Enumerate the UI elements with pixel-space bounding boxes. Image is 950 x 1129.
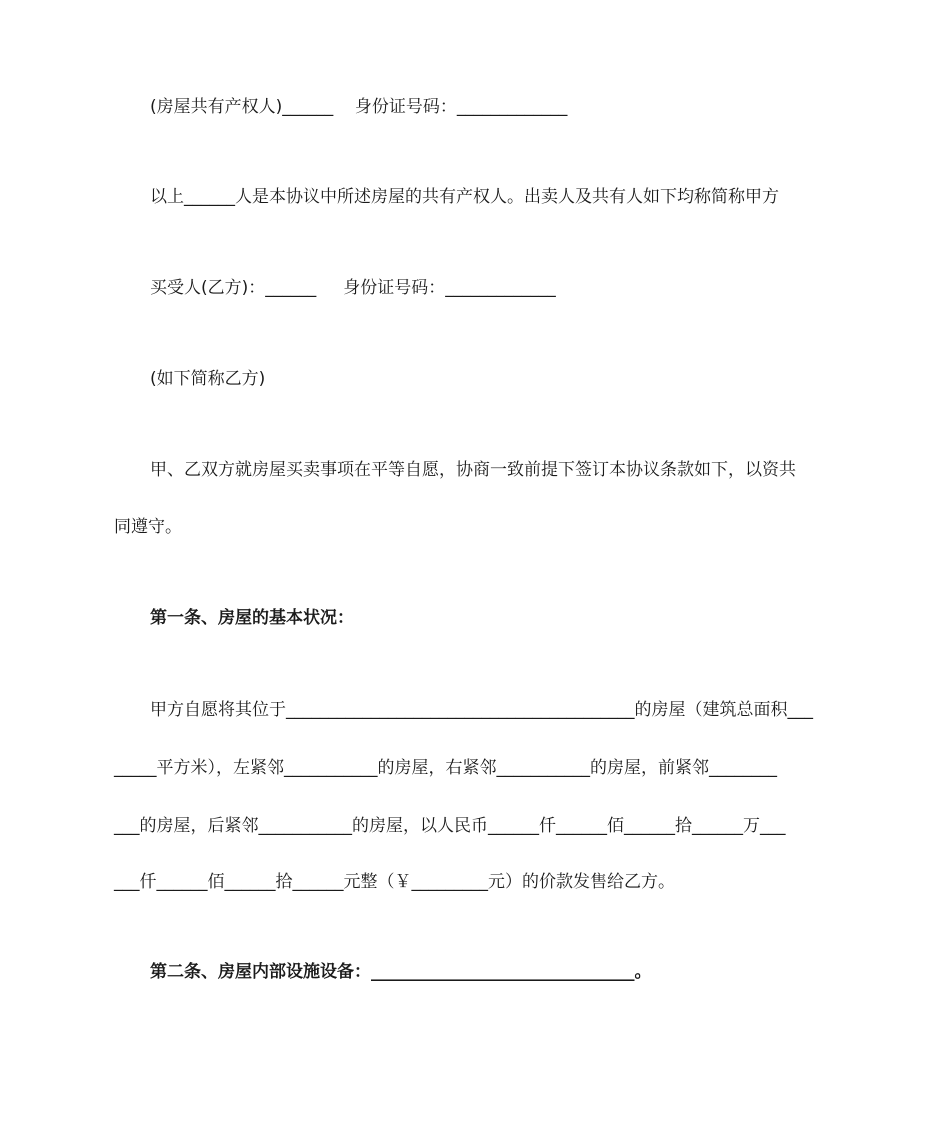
agreement-intro-line-1: 甲、乙双方就房屋买卖事项在平等自愿，协商一致前提下签订本协议条款如下，以资共 xyxy=(150,460,796,480)
article-1-heading: 第一条、房屋的基本状况： xyxy=(150,608,354,628)
article-1-line-1: 甲方自愿将其位于_________________________________________的房屋（建筑总面积___ xyxy=(150,700,813,720)
co-owner-statement: 以上______人是本协议中所述房屋的共有产权人。出卖人及共有人如下均称简称甲方 xyxy=(150,187,779,207)
buyer-line: 买受人(乙方)：______ 身份证号码：_____________ xyxy=(150,278,556,298)
co-owner-line: (房屋共有产权人)______ 身份证号码：_____________ xyxy=(150,97,568,117)
agreement-intro-line-2: 同遵守。 xyxy=(114,517,182,537)
buyer-alias: (如下简称乙方) xyxy=(150,369,266,389)
article-2-heading: 第二条、房屋内部设施设备：_______________________________。 xyxy=(150,962,652,982)
article-1-line-4: ___仟______佰______拾______元整（￥_________元）的价款发售给乙方。 xyxy=(114,872,675,892)
article-1-line-3: ___的房屋，后紧邻___________的房屋，以人民币______仟______佰______拾______万___ xyxy=(114,816,786,836)
article-1-line-2: _____平方米），左紧邻___________的房屋，右紧邻___________的房屋，前紧邻________ xyxy=(114,758,777,778)
